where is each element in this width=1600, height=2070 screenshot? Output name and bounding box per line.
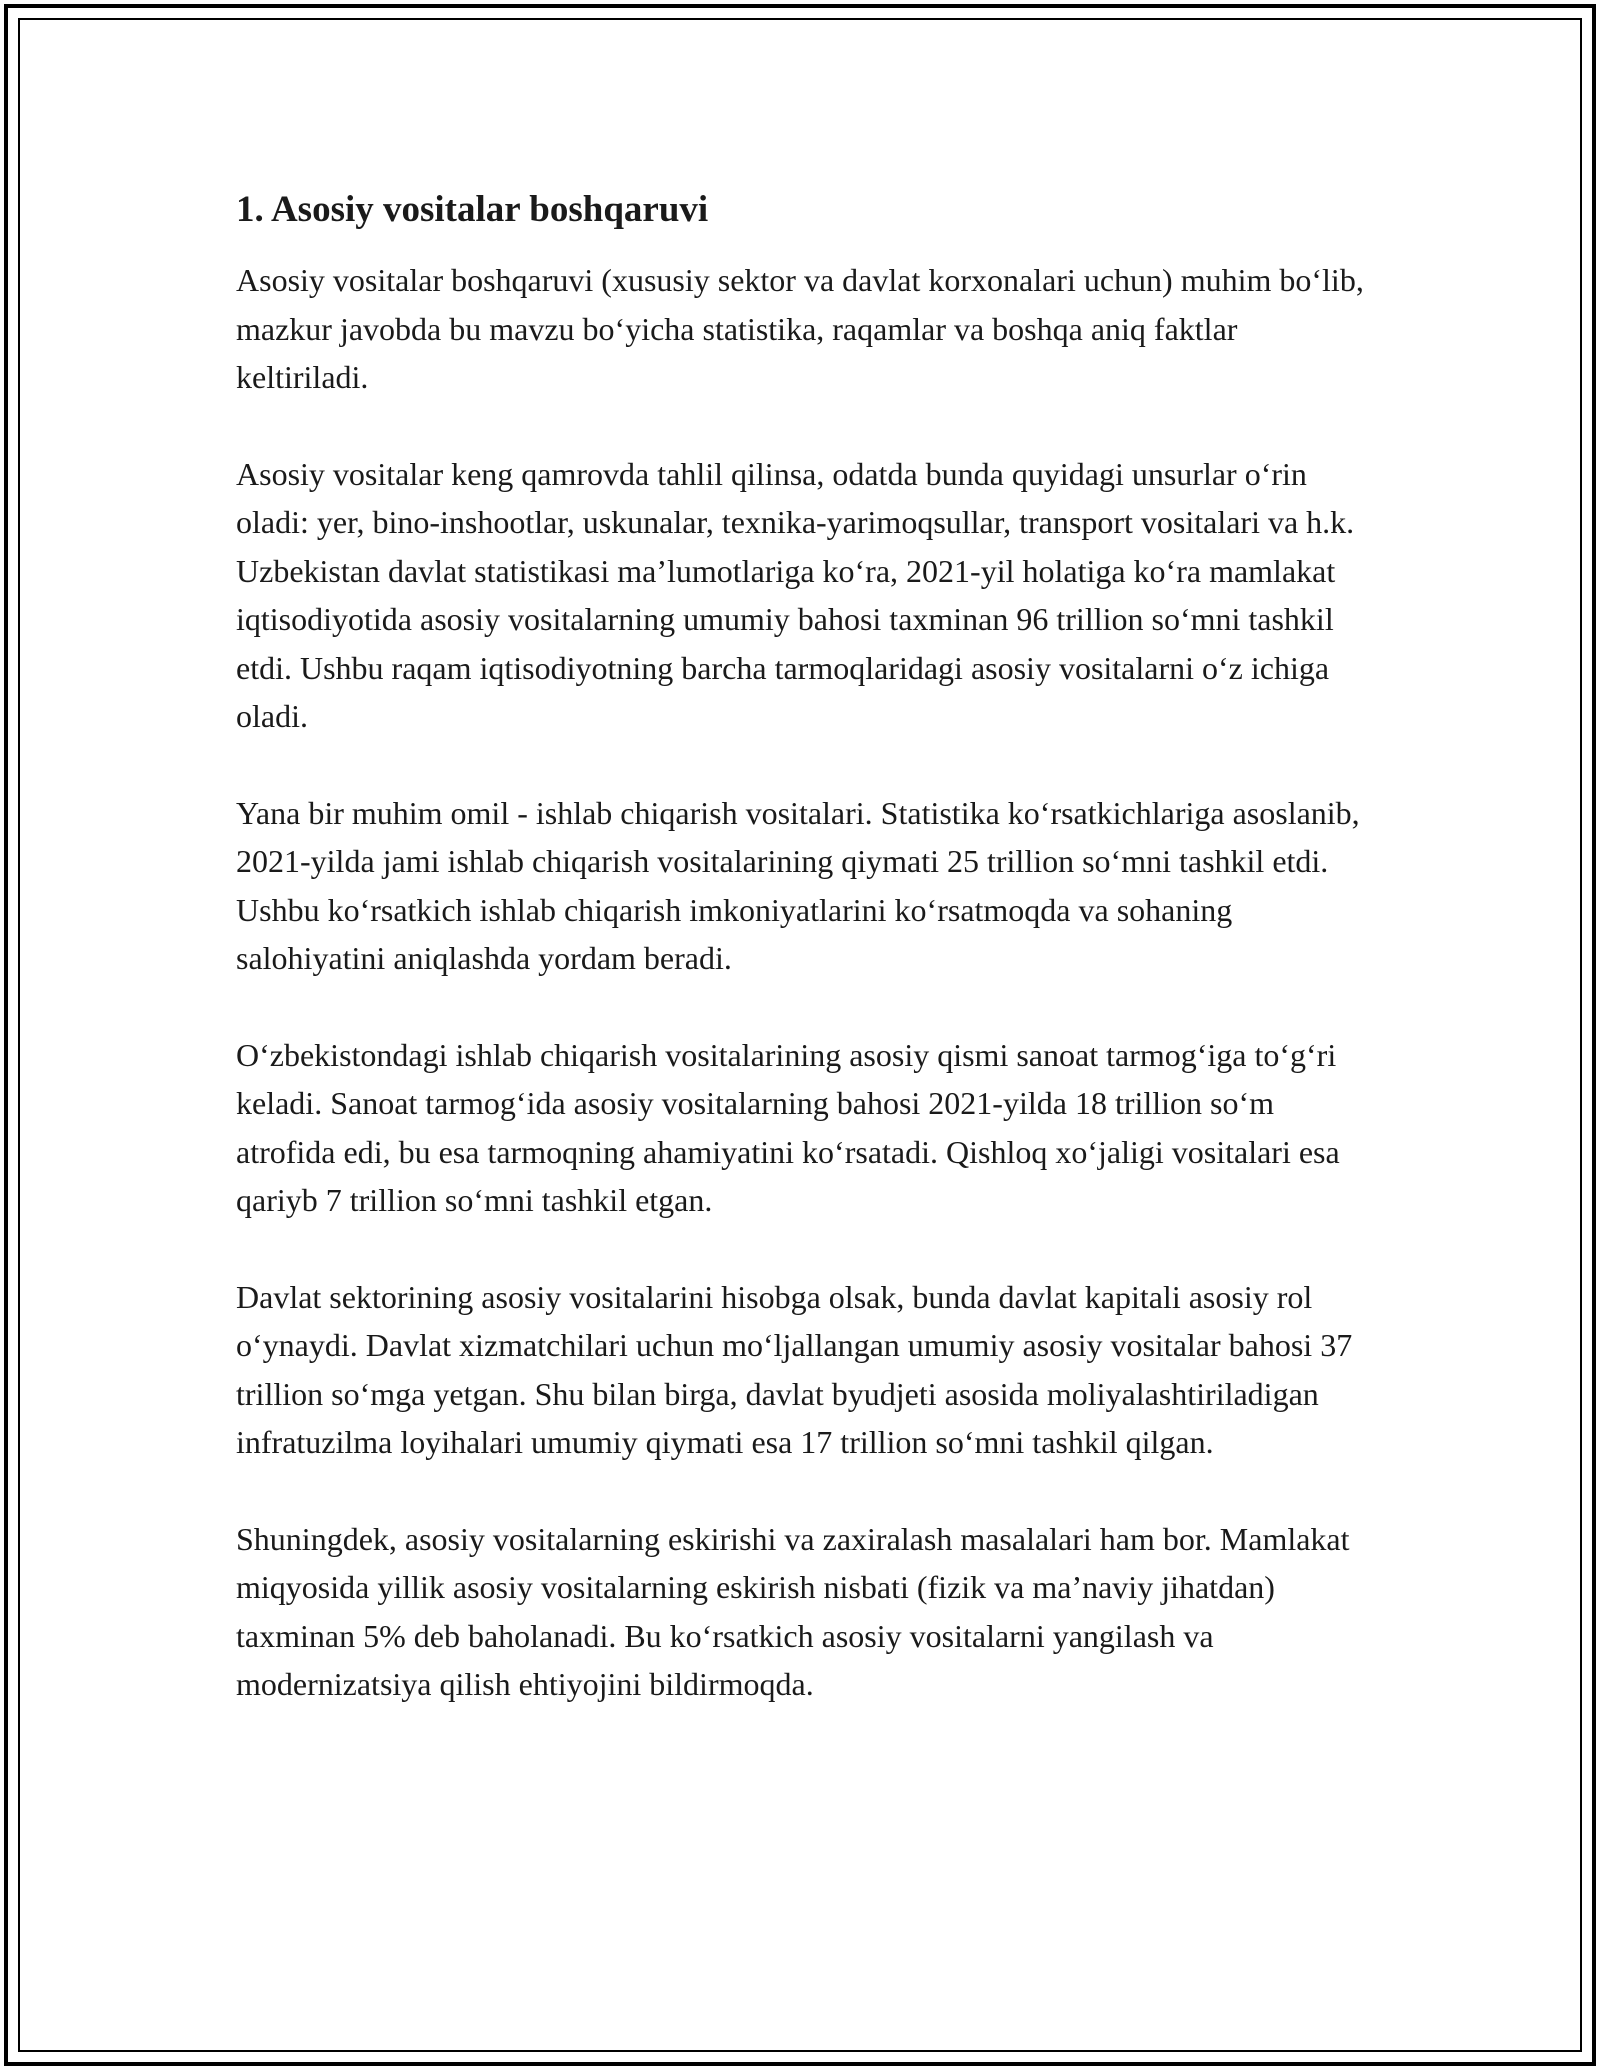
- document-body: [236, 186, 1366, 1757]
- paragraph-depreciation: Shuningdek, asosiy vositalarning eskirishi va zaxiralash masalalari ham bor. Mamlakat miqyosida yillik asosiy vositalarning eskirish nisbati (fizik va ma’naviy jihatdan) taxminan 5% deb baholanadi. Bu ko‘rsatkich asosiy vositalarni yangilash va modernizatsiya qilish ehtiyojini bildirmoqda.: [236, 1520, 1350, 1702]
- paragraph-fixed-assets-overview: Asosiy vositalar keng qamrovda tahlil qilinsa, odatda bunda quyidagi unsurlar o‘rin oladi: yer, bino-inshootlar, uskunalar, texnika-yarimoqsullar, transport vositalari va h.k. Uzbekistan davlat statistikasi ma’lumotlariga ko‘ra, 2021-yil holatiga ko‘ra mamlakat iqtisodiyotida asosiy vositalarning umumiy bahosi taxminan 96 trillion so‘mni tashkil etdi. Ushbu raqam iqtisodiyotning barcha tarmoqlaridagi asosiy vositalarni o‘z ichiga oladi.: [236, 455, 1355, 734]
- paragraph-state-sector: Davlat sektorining asosiy vositalarini hisobga olsak, bunda davlat kapitali asosiy rol o‘ynaydi. Davlat xizmatchilari uchun mo‘ljallangan umumiy asosiy vositalar bahosi 37 trillion so‘mga yetgan. Shu bilan birga, davlat byudjeti asosida moliyalashtiriladigan infratuzilma loyihalari umumiy qiymati esa 17 trillion so‘mni tashkil qilgan.: [236, 1278, 1353, 1460]
- paragraph-production-means: Yana bir muhim omil - ishlab chiqarish vositalari. Statistika ko‘rsatkichlariga asoslanib, 2021-yilda jami ishlab chiqarish vositalarining qiymati 25 trillion so‘mni tashkil etdi. Ushbu ko‘rsatkich ishlab chiqarish imkoniyatlarini ko‘rsatmoqda va sohaning salohiyatini aniqlashda yordam beradi.: [236, 794, 1360, 976]
- section-heading: 1. Asosiy vositalar boshqaruvi: [236, 189, 709, 230]
- paragraph-industry-sector: O‘zbekistondagi ishlab chiqarish vositalarining asosiy qismi sanoat tarmog‘iga to‘g‘ri keladi. Sanoat tarmog‘ida asosiy vositalarning bahosi 2021-yilda 18 trillion so‘m atrofida edi, bu esa tarmoqning ahamiyatini ko‘rsatadi. Qishloq xo‘jaligi vositalari esa qariyb 7 trillion so‘mni tashkil etgan.: [236, 1036, 1340, 1218]
- paragraph-intro: Asosiy vositalar boshqaruvi (xususiy sektor va davlat korxonalari uchun) muhim bo‘lib, mazkur javobda bu mavzu bo‘yicha statistika, raqamlar va boshqa aniq faktlar keltiriladi.: [236, 262, 1364, 395]
